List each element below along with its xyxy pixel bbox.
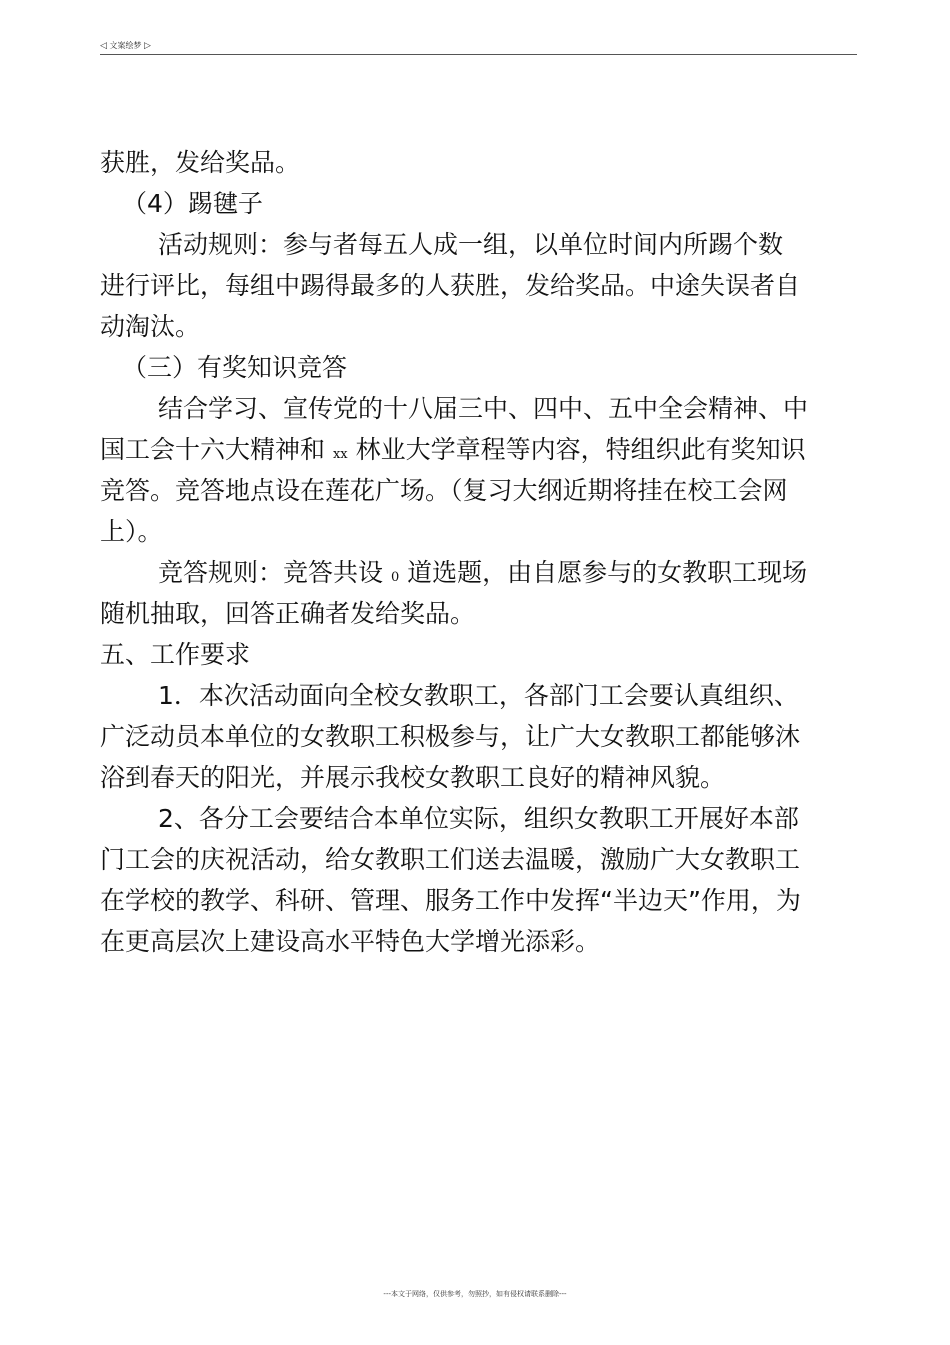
text-line: 活动规则：参与者每五人成一组，以单位时间内所踢个数 bbox=[158, 230, 784, 259]
text-segment-small: 0 bbox=[390, 570, 400, 585]
text-segment: 国工会十六大精神和 bbox=[100, 435, 333, 464]
text-line bbox=[100, 552, 852, 593]
text-segment: 道选题，由自愿参与的女教职工现场 bbox=[399, 558, 808, 587]
text-line: 获胜，发给奖品。 bbox=[100, 148, 301, 177]
text-line: 在更高层次上建设高水平特色大学增光添彩。 bbox=[100, 927, 601, 956]
section-heading-quiz: （三）有奖知识竞答 bbox=[122, 353, 348, 382]
text-line: 广泛动员本单位的女教职工积极参与，让广大女教职工都能够沐 bbox=[100, 722, 801, 751]
text-line: 2、各分工会要结合本单位实际，组织女教职工开展好本部 bbox=[158, 804, 799, 833]
page-header bbox=[100, 40, 857, 55]
text-line: 竞答。竞答地点设在莲花广场。（复习大纲近期将挂在校工会网 bbox=[100, 476, 788, 505]
left-arrow-icon: ◁ bbox=[100, 41, 107, 51]
text-line: 1．本次活动面向全校女教职工，各部门工会要认真组织、 bbox=[158, 681, 799, 710]
text-segment-small: xx bbox=[332, 447, 348, 462]
section-heading-requirements: 五、工作要求 bbox=[100, 640, 251, 669]
text-line: 门工会的庆祝活动，给女教职工们送去温暖，激励广大女教职工 bbox=[100, 845, 801, 874]
text-line: 上）。 bbox=[100, 517, 163, 546]
text-line: 随机抽取，回答正确者发给奖品。 bbox=[100, 599, 476, 628]
text-segment: 林业大学章程等内容，特组织此有奖知识 bbox=[347, 435, 806, 464]
text-line: 浴到春天的阳光，并展示我校女教职工良好的精神风貌。 bbox=[100, 763, 726, 792]
text-line bbox=[100, 429, 852, 470]
right-arrow-icon: ▷ bbox=[144, 41, 151, 51]
header-title: 文案绘梦 bbox=[109, 41, 142, 50]
text-line: 在学校的教学、科研、管理、服务工作中发挥“半边天”作用，为 bbox=[100, 886, 801, 915]
document-body bbox=[100, 142, 852, 962]
section-heading-shuttlecock: （4）踢毽子 bbox=[122, 189, 263, 218]
text-line: 进行评比，每组中踢得最多的人获胜，发给奖品。中途失误者自 bbox=[100, 271, 801, 300]
text-segment: 竞答规则：竞答共设 bbox=[158, 558, 391, 587]
page-footer: ---本文于网络，仅供参考，勿照抄，如有侵权请联系删除--- bbox=[383, 1290, 567, 1298]
text-line: 动淘汰。 bbox=[100, 312, 201, 341]
text-line: 结合学习、宣传党的十八届三中、四中、五中全会精神、中 bbox=[158, 394, 809, 423]
